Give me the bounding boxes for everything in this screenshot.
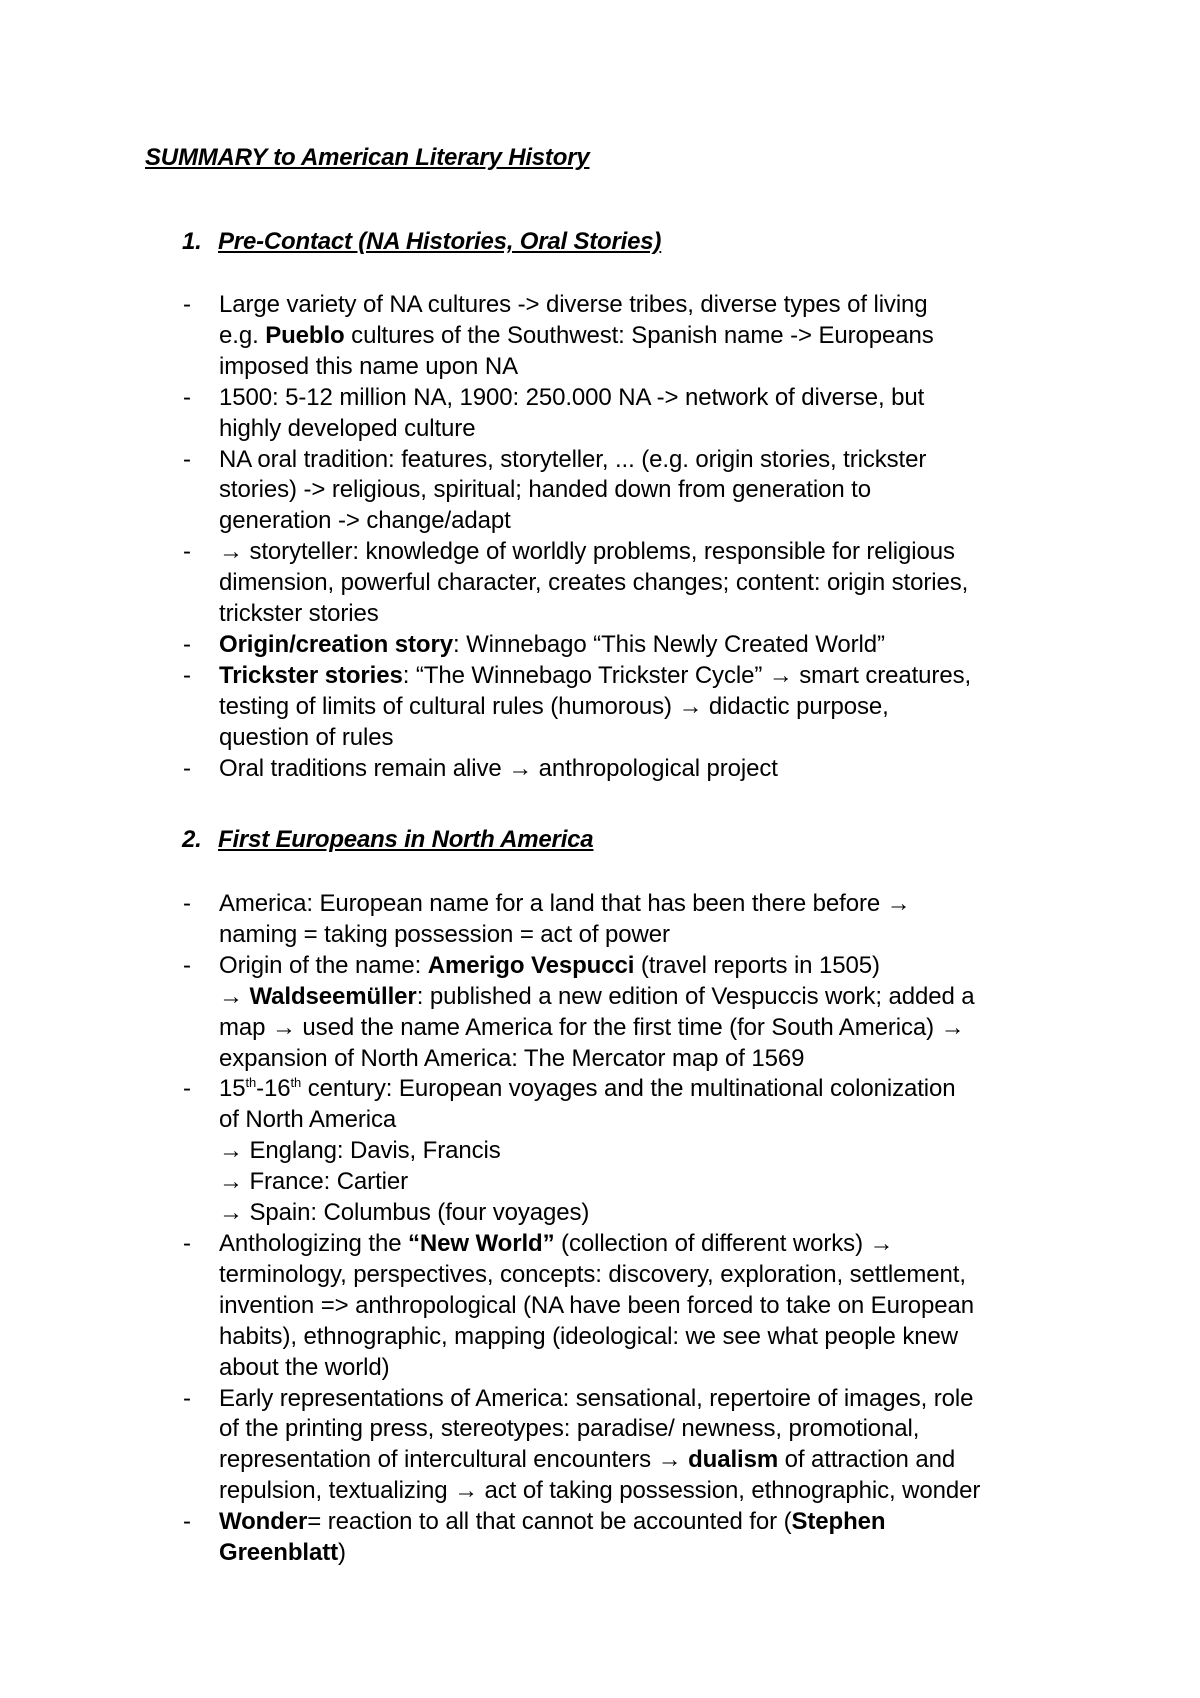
list-item-line bbox=[219, 1013, 1083, 1044]
bold-term: Stephen bbox=[791, 1508, 886, 1536]
bullet-dash: - bbox=[183, 538, 191, 566]
bold-term: Trickster stories bbox=[219, 661, 403, 689]
text-run: question of rules bbox=[219, 723, 394, 751]
text-run: : Winnebago “This Newly Created World” bbox=[452, 630, 885, 658]
text-run: habits), ethnographic, mapping (ideological: we see what people knew bbox=[219, 1322, 958, 1350]
list-item bbox=[183, 383, 1083, 445]
list-item bbox=[183, 445, 1083, 538]
document-title: SUMMARY to American Literary History bbox=[145, 144, 590, 171]
text-run: e.g. bbox=[219, 321, 266, 349]
text-run: → storyteller: knowledge of worldly problems, responsible for religious bbox=[219, 538, 955, 566]
list-item bbox=[183, 661, 1083, 754]
list-item-line bbox=[219, 568, 1083, 599]
text-run: terminology, perspectives, concepts: discovery, exploration, settlement, bbox=[219, 1260, 966, 1288]
text-run: imposed this name upon NA bbox=[219, 352, 519, 380]
list-item-line bbox=[219, 920, 1083, 951]
list-item-line bbox=[219, 630, 1083, 661]
list-item-line bbox=[219, 321, 1083, 352]
list-item-line bbox=[219, 537, 1083, 568]
list-item-line bbox=[219, 414, 1083, 445]
list-item-line bbox=[219, 506, 1083, 537]
list-item-line bbox=[219, 1414, 1083, 1445]
list-item-line bbox=[219, 1291, 1083, 1322]
list-item-line bbox=[219, 1476, 1083, 1507]
list-item-line bbox=[219, 889, 1083, 920]
list-item bbox=[183, 290, 1083, 383]
list-item-line bbox=[219, 754, 1083, 785]
text-run: century: European voyages and the multinational colonization bbox=[301, 1075, 956, 1103]
list-item-line bbox=[219, 445, 1083, 476]
section-2-title: First Europeans in North America bbox=[218, 826, 594, 853]
bold-term: Origin/creation story bbox=[219, 630, 453, 658]
list-item-line bbox=[219, 352, 1083, 383]
text-run: : published a new edition of Vespuccis work; added a bbox=[416, 982, 975, 1010]
text-run: generation -> change/adapt bbox=[219, 507, 511, 535]
text-run: testing of limits of cultural rules (humorous) → didactic purpose, bbox=[219, 692, 889, 720]
text-run: Anthologizing the bbox=[219, 1229, 409, 1257]
list-item-line bbox=[219, 1167, 1083, 1198]
list-item-line bbox=[219, 723, 1083, 754]
bullet-dash: - bbox=[183, 630, 191, 658]
text-run: (travel reports in 1505) bbox=[634, 951, 880, 979]
list-item bbox=[183, 951, 1083, 1075]
text-run: Oral traditions remain alive → anthropological project bbox=[219, 754, 778, 782]
bullet-dash: - bbox=[183, 445, 191, 473]
list-item-line bbox=[219, 1353, 1083, 1384]
list-item-line bbox=[219, 1445, 1083, 1476]
section-1-number: 1. bbox=[182, 228, 202, 255]
list-item-line bbox=[219, 692, 1083, 723]
list-item-line bbox=[219, 1322, 1083, 1353]
bold-term: Wonder bbox=[219, 1508, 308, 1536]
list-item-line bbox=[219, 383, 1083, 414]
list-item-line bbox=[219, 1384, 1083, 1415]
list-item-line bbox=[219, 1198, 1083, 1229]
text-run: Large variety of NA cultures -> diverse tribes, diverse types of living bbox=[219, 291, 928, 318]
text-run: expansion of North America: The Mercator map of 1569 bbox=[219, 1044, 805, 1072]
bullet-dash: - bbox=[183, 890, 191, 917]
list-item-line bbox=[219, 1229, 1083, 1260]
bold-term: Amerigo Vespucci bbox=[427, 951, 635, 979]
text-run: → France: Cartier bbox=[219, 1168, 409, 1196]
list-item-line bbox=[219, 1260, 1083, 1291]
section-2-heading bbox=[182, 826, 593, 854]
list-item bbox=[183, 537, 1083, 630]
bullet-dash: - bbox=[183, 1508, 191, 1536]
text-run: of the printing press, stereotypes: paradise/ newness, promotional, bbox=[219, 1415, 920, 1443]
section-1-heading bbox=[182, 228, 661, 256]
text-run: → Englang: Davis, Francis bbox=[219, 1137, 501, 1165]
list-item bbox=[183, 630, 1083, 661]
bold-term: “New World” bbox=[408, 1229, 555, 1257]
list-item-line bbox=[219, 661, 1083, 692]
text-run: NA oral tradition: features, storyteller, ... (e.g. origin stories, trickster bbox=[219, 445, 927, 473]
list-item-line bbox=[219, 1074, 1083, 1105]
text-run: (collection of different works) → bbox=[554, 1229, 894, 1257]
text-run: invention => anthropological (NA have been forced to take on European bbox=[219, 1291, 974, 1319]
bold-term: dualism bbox=[688, 1446, 779, 1474]
section-1-bullets bbox=[183, 290, 1083, 785]
list-item-line bbox=[219, 982, 1083, 1013]
superscript: th bbox=[290, 1075, 302, 1091]
text-run: 15 bbox=[219, 1075, 246, 1103]
list-item-line bbox=[219, 1507, 1083, 1538]
list-item-line bbox=[219, 475, 1083, 506]
text-run: representation of intercultural encounters → bbox=[219, 1446, 689, 1474]
bullet-dash: - bbox=[183, 1075, 191, 1103]
text-run: America: European name for a land that has been there before → bbox=[219, 890, 911, 917]
list-item bbox=[183, 754, 1083, 785]
bullet-dash: - bbox=[183, 661, 191, 689]
text-run: -16 bbox=[256, 1075, 291, 1103]
list-item bbox=[183, 889, 1083, 951]
list-item-line bbox=[219, 290, 1083, 321]
list-item-line bbox=[219, 1105, 1083, 1136]
text-run: ) bbox=[338, 1539, 346, 1567]
bullet-dash: - bbox=[183, 291, 191, 318]
section-2-bullets bbox=[183, 889, 1083, 1569]
text-run: dimension, powerful character, creates changes; content: origin stories, bbox=[219, 569, 969, 597]
text-run: → Spain: Columbus (four voyages) bbox=[219, 1199, 590, 1227]
text-run: 1500: 5-12 million NA, 1900: 250.000 NA -> network of diverse, but bbox=[219, 383, 925, 411]
list-item-line bbox=[219, 1044, 1083, 1075]
text-run: trickster stories bbox=[219, 600, 379, 628]
list-item-line bbox=[219, 1136, 1083, 1167]
text-run: stories) -> religious, spiritual; handed down from generation to bbox=[219, 476, 871, 504]
list-item bbox=[183, 1384, 1083, 1508]
section-2-number: 2. bbox=[182, 826, 202, 853]
bold-term: Greenblatt bbox=[219, 1539, 339, 1567]
text-run: about the world) bbox=[219, 1353, 390, 1381]
list-item-line bbox=[219, 599, 1083, 630]
text-run: Origin of the name: bbox=[219, 951, 428, 979]
text-run: highly developed culture bbox=[219, 414, 476, 442]
list-item bbox=[183, 1229, 1083, 1384]
text-run: : “The Winnebago Trickster Cycle” → smart creatures, bbox=[402, 661, 972, 689]
text-run: of attraction and bbox=[778, 1446, 956, 1474]
bold-term: Pueblo bbox=[265, 321, 345, 349]
bullet-dash: - bbox=[183, 383, 191, 411]
text-run: = reaction to all that cannot be accounted for ( bbox=[307, 1508, 792, 1536]
superscript: th bbox=[245, 1075, 257, 1091]
bullet-dash: - bbox=[183, 951, 191, 979]
text-run: → bbox=[219, 982, 250, 1010]
bullet-dash: - bbox=[183, 754, 191, 782]
text-run: Early representations of America: sensational, repertoire of images, role bbox=[219, 1384, 974, 1412]
list-item bbox=[183, 1074, 1083, 1229]
list-item bbox=[183, 1507, 1083, 1569]
section-1-title: Pre-Contact (NA Histories, Oral Stories) bbox=[218, 228, 662, 255]
list-item-line bbox=[219, 951, 1083, 982]
text-run: of North America bbox=[219, 1106, 397, 1134]
text-run: map → used the name America for the first time (for South America) → bbox=[219, 1013, 965, 1041]
bullet-dash: - bbox=[183, 1384, 191, 1412]
text-run: repulsion, textualizing → act of taking possession, ethnographic, wonder bbox=[219, 1477, 981, 1505]
text-run: cultures of the Southwest: Spanish name -> Europeans bbox=[344, 321, 934, 349]
bullet-dash: - bbox=[183, 1229, 191, 1257]
text-run: naming = taking possession = act of power bbox=[219, 920, 670, 948]
list-item-line bbox=[219, 1538, 1083, 1569]
bold-term: Waldseemüller bbox=[249, 982, 417, 1010]
